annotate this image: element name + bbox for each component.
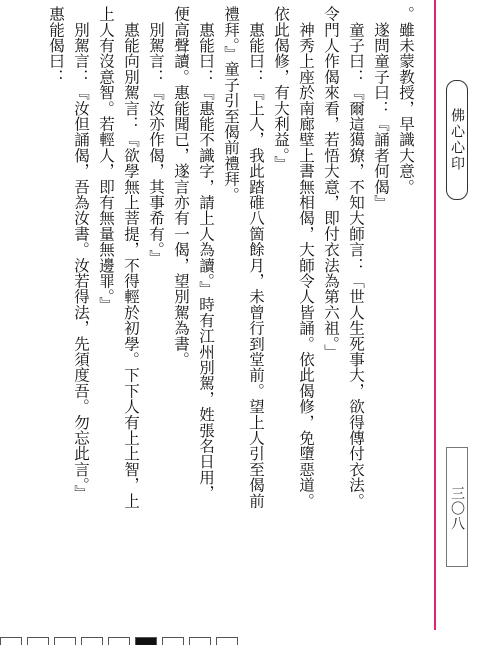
text-block xyxy=(47,6,415,628)
text-column-5: 神秀上座於南廊壁上書無相偈，大師令人皆誦。依此偈修，免墮惡道。 xyxy=(297,6,315,509)
text-column-10: 便高聲讀。惠能聞已，遂言亦有一偈，望別駕為書。 xyxy=(172,6,190,368)
page-strip-box[interactable] xyxy=(162,637,184,645)
text-column-11: 別駕言：『汝亦作偈，其事希有。』 xyxy=(147,6,165,266)
text-column-1: 。雖未蒙教授，早識大意。 xyxy=(397,6,415,195)
chapter-title: 佛心心印 xyxy=(449,108,465,172)
page-number-tab xyxy=(446,447,468,567)
text-column-4: 令門人作偈來看，若悟大意，即付衣法為第六祖。」 xyxy=(322,6,340,360)
page-strip-box[interactable] xyxy=(108,637,130,645)
text-column-6: 依此偈修，有大利益。』 xyxy=(272,6,290,171)
page-strip-box[interactable] xyxy=(189,637,211,645)
text-column-7: 惠能曰：『上人，我此踏碓八箇餘月，未曾行到堂前。望上人引至偈前 xyxy=(247,6,265,509)
text-column-15: 惠能偈曰： xyxy=(47,6,65,85)
bottom-page-strip xyxy=(0,637,238,645)
text-column-12: 惠能向別駕言：『欲學無上菩提，不得輕於初學。下下人有上上智，上 xyxy=(122,6,140,509)
page-strip-box[interactable] xyxy=(135,637,157,645)
text-column-14: 別駕言：『汝但誦偈，吾為汝書。汝若得法，先須度吾。勿忘此言。』 xyxy=(72,6,90,501)
text-column-2: 遂問童子曰：『誦者何偈』 xyxy=(372,6,390,211)
page-strip-box[interactable] xyxy=(27,637,49,645)
text-column-13: 上人有沒意智。若輕人，即有無量無邊罪。』 xyxy=(97,6,115,313)
text-column-3: 童子曰：『爾這獦獠，不知大師言：「世人生死事大，欲得傳付衣法。 xyxy=(347,6,365,509)
page-strip-box[interactable] xyxy=(216,637,238,645)
text-column-8: 禮拜。』童子引至偈前禮拜。 xyxy=(222,6,240,203)
chapter-title-tab xyxy=(446,80,468,200)
page-number: 三〇八 xyxy=(449,486,465,531)
page-strip-box[interactable] xyxy=(54,637,76,645)
page-strip-box[interactable] xyxy=(0,637,22,645)
text-column-9: 惠能曰：『惠能不識字，請上人為讀。』時有江州別駕，姓張名日用， xyxy=(197,6,215,501)
page-strip-box[interactable] xyxy=(81,637,103,645)
